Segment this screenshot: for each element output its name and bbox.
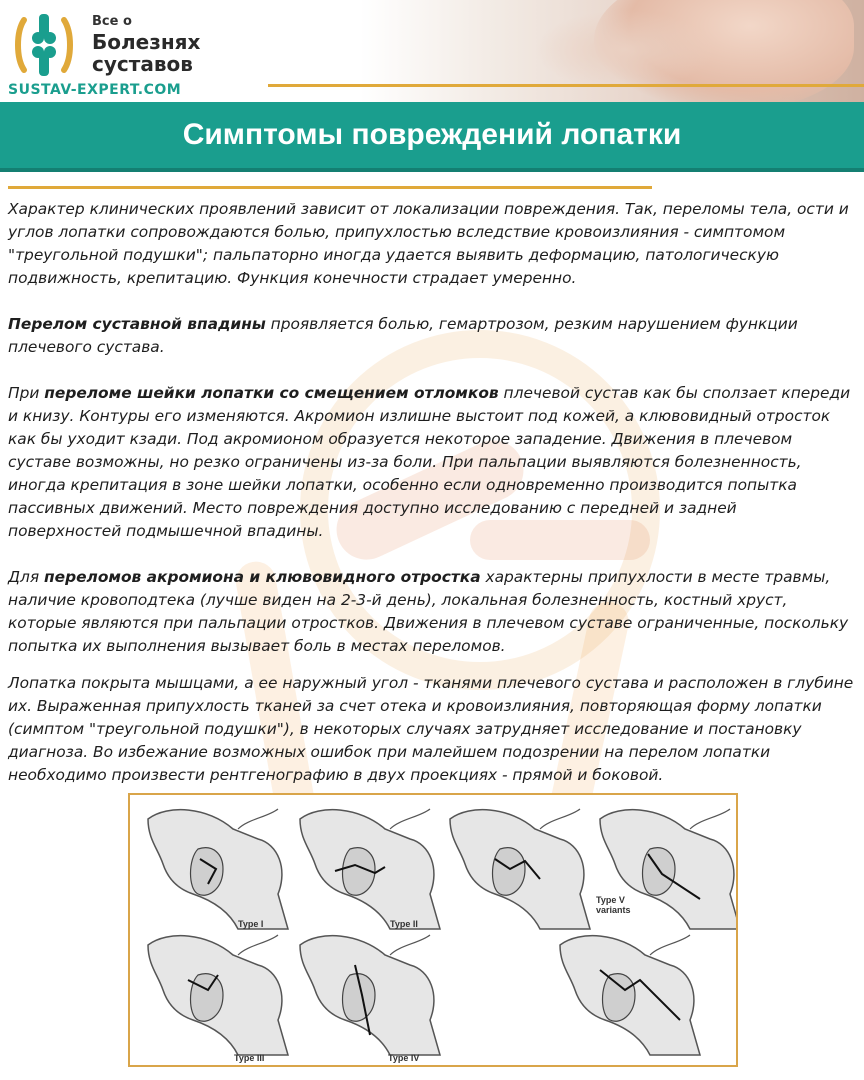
logo-title-line2: суставов (92, 52, 193, 76)
paragraph-acromion (8, 566, 854, 658)
scapula-type1 (148, 809, 288, 929)
label-type1: Type I (238, 919, 264, 929)
scapula-type4 (300, 935, 440, 1055)
scapula-type3 (148, 935, 288, 1055)
site-url[interactable]: SUSTAV-EXPERT.COM (8, 82, 182, 98)
joint-logo-icon (14, 10, 74, 80)
site-header (0, 0, 864, 102)
logo-caption: Все о (92, 14, 132, 29)
label-type5-variants: variants (596, 905, 631, 915)
paragraph-glenoid (8, 313, 854, 359)
page-title: Симптомы повреждений лопатки (182, 118, 682, 151)
scapula-fracture-illustrations (130, 795, 736, 1065)
scapula-type6 (560, 935, 700, 1055)
paragraph-diagnosis: Лопатка покрыта мышцами, а ее наружный угол - тканями плечевого сустава и расположен в глубине их. Выраженная припухлость тканей за счет отека и кровоизлияния, повторяющая форму лопатки (симптом "треугольной подушки"), в некоторых случаях затрудняет исследование и постановку диагноза. Во избежание возможных ошибок при малейшем подозрении на перелом лопатки необходимо произвести рентгенографию в двух проекциях - прямой и боковой. (8, 674, 854, 784)
paragraph-acromion-pre: Для (8, 568, 45, 586)
paragraph-neck-pre: При (8, 384, 45, 402)
label-type4: Type IV (388, 1053, 420, 1063)
paragraph-acromion-text: характерны припухлости в месте травмы, наличие кровоподтека (лучше виден на 2-3-й день), локальная болезненность, костный хруст, которые являются при пальпации отростков. Движения в плечевом суставе ограниченные, поскольку попытка их выполнения вызывает боль в местах переломов. (8, 568, 849, 655)
term-acromion-fracture: переломов акромиона и клювовидного отростка (44, 568, 481, 586)
paragraph-neck (8, 382, 854, 543)
term-neck-fracture: переломе шейки лопатки со смещением отломков (44, 384, 499, 402)
label-type5: Type V (596, 895, 625, 905)
paragraph-general: Характер клинических проявлений зависит от локализации повреждения. Так, переломы тела, ости и углов лопатки сопровождаются болью, припухлостью вследствие кровоизлияния - симптомом "треугольной подушки"; пальпаторно иногда удается выявить деформацию, патологическую подвижность, крепитацию. Функция конечности страдает умеренно. (8, 200, 849, 287)
title-band (0, 102, 864, 172)
paragraph-neck-text: плечевой сустав как бы сползает кпереди и книзу. Контуры его изменяются. Акромион излишне выстоит под кожей, а клювовидный отросток как бы уходит кзади. Под акромионом образуется некоторое западение. Движения в плечевом суставе возможны, но резко ограничены из-за боли. При пальпации выявляются болезненность, иногда крепитация в зоне шейки лопатки, особенно если одновременно производится попытка пассивных движений. Место повреждения доступно исследованию с передней и задней поверхностей подмышечной впадины. (8, 384, 851, 540)
paragraph-glenoid-text: проявляется болью, гемартрозом, резким нарушением функции плечевого сустава. (8, 315, 798, 356)
fracture-types-figure (128, 793, 738, 1067)
label-type3: Type III (234, 1053, 265, 1063)
term-glenoid-fracture: Перелом суставной впадины (8, 315, 266, 333)
title-underline (8, 186, 652, 189)
label-type2: Type II (390, 919, 418, 929)
header-divider (268, 84, 864, 87)
scapula-type5 (450, 809, 590, 929)
logo-title-line1: Болезнях (92, 30, 201, 54)
hand-image-shadow (534, 10, 714, 90)
scapula-type2 (300, 809, 440, 929)
